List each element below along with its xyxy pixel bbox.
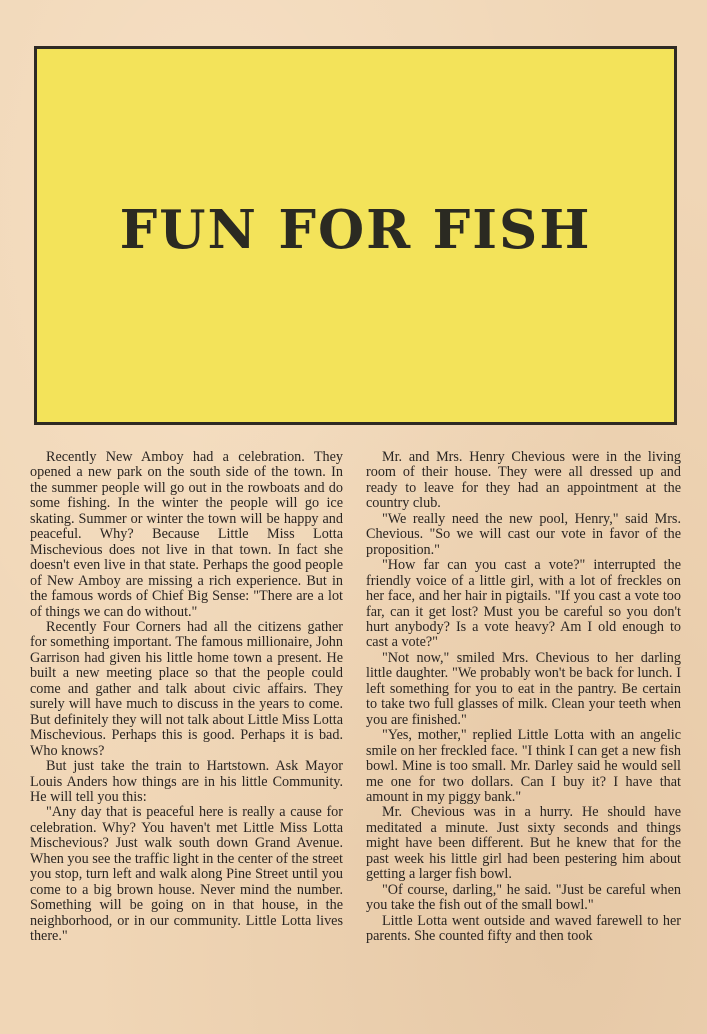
paragraph: "We really need the new pool, Henry," said Mrs. Chevious. "So we will cast our vote in favor of the proposition."	[366, 510, 681, 558]
paragraph: "Yes, mother," replied Little Lotta with an angelic smile on her freckled face. "I think I can get a new fish bowl. Mine is too small. Mr. Darley said he would sell me one for two dollars. Can I buy it? I have that amount in my piggy bank."	[366, 727, 681, 805]
paragraph: Little Lotta went outside and waved farewell to her parents. She counted fifty and then took	[366, 912, 681, 945]
story-title: FUN FOR FISH	[119, 199, 592, 261]
paragraph: "How far can you cast a vote?" interrupted the friendly voice of a little girl, with a lot of freckles on her face, and her hair in pigtails. "If you cast a vote too far, can it get lost? Must you be careful so you don't hurt anybody? Is a vote heavy? Am I old enough to cast a vote?"	[366, 557, 681, 651]
paragraph: "Of course, darling," he said. "Just be careful when you take the fish out of the small bowl."	[366, 881, 681, 914]
paragraph: Recently New Amboy had a celebration. They opened a new park on the south side of the town. In the summer people will go out in the rowboats and do some fishing. In the winter the people will go ice skating. Summer or winter the town will be happy and peaceful. Why? Because Little Miss Lotta Mischevious does not live in that town. In fact she doesn't even live in that state. Perhaps the good people of New Amboy are missing a rich experience. But in the famous words of Chief Big Sense: "There are a lot of things we can do without."	[30, 449, 343, 620]
title-box	[34, 46, 677, 425]
paragraph: But just take the train to Hartstown. Ask Mayor Louis Anders how things are in his little Community. He will tell you this:	[30, 758, 343, 805]
paragraph: Mr. Chevious was in a hurry. He should have meditated a minute. Just sixty seconds and things might have been different. But he knew that for the past week his little girl had been pestering him about getting a larger fish bowl.	[366, 804, 681, 883]
right-column	[366, 450, 681, 945]
paragraph: Mr. and Mrs. Henry Chevious were in the living room of their house. They were all dressed up and ready to leave for they had an appointment at the country club.	[366, 449, 681, 512]
paragraph: Recently Four Corners had all the citizens gather for something important. The famous millionaire, John Garrison had given his little home town a present. He built a new meeting place so that the people could come and gather and talk about civic affairs. They surely will have much to discuss in the years to come. But definitely they will not talk about Little Miss Lotta Mischevious. Perhaps this is good. Perhaps it is bad. Who knows?	[30, 618, 343, 759]
paragraph: "Not now," smiled Mrs. Chevious to her darling little daughter. "We probably won't be back for lunch. I left something for you to eat in the pantry. Be certain to take two full glasses of milk. Clean your teeth when you are finished."	[366, 649, 681, 728]
paragraph: "Any day that is peaceful here is really a cause for celebration. Why? You haven't met Little Miss Lotta Mischevious? Just walk south down Grand Avenue. When you see the traffic light in the center of the street you stop, turn left and walk along Pine Street until you come to a big brown house. Never mind the number. Something will be going on in that house, in the neighborhood, or in our community. Little Lotta lives there."	[30, 804, 343, 945]
left-column	[30, 450, 343, 945]
